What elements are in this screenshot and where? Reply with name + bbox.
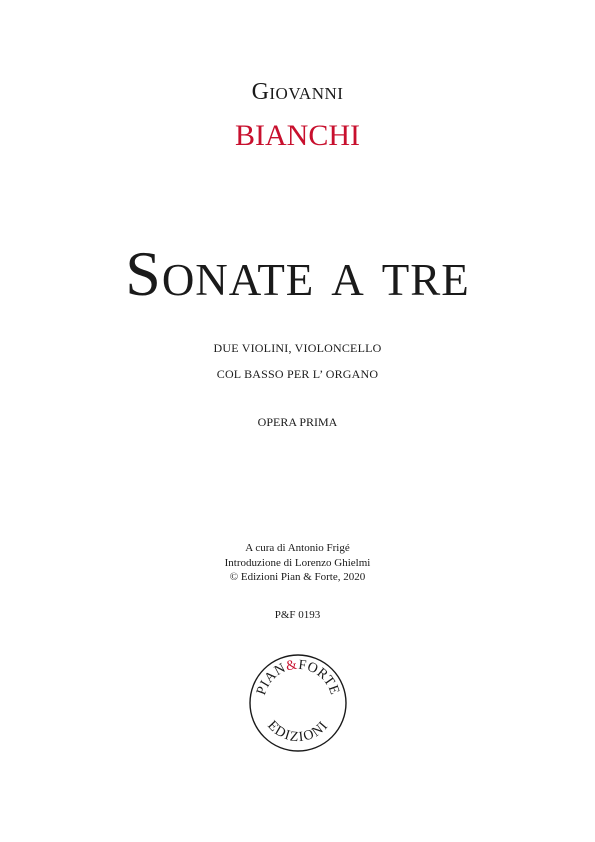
seal-top-text: PIAN&FORTE	[254, 657, 342, 698]
work-title: Sonate a tre	[125, 238, 470, 309]
composer-last-name: BIANCHI	[235, 119, 360, 152]
opus-number: OPERA PRIMA	[257, 415, 338, 429]
editor-credit: A cura di Antonio Frigé	[245, 542, 350, 554]
publisher-seal	[247, 652, 349, 754]
instrumentation-line-2: COL BASSO PER L’ ORGANO	[216, 367, 379, 381]
seal-bottom-text: EDIZIONI	[264, 718, 332, 746]
introduction-credit: Introduzione di Lorenzo Ghielmi	[224, 557, 371, 569]
publisher-logo	[247, 652, 349, 754]
instrumentation-line-1: DUE VIOLINI, VIOLONCELLO	[213, 341, 382, 355]
copyright-notice: © Edizioni Pian & Forte, 2020	[229, 571, 366, 583]
catalog-number: P&F 0193	[274, 609, 321, 621]
composer-first-name: Giovanni	[251, 79, 344, 105]
